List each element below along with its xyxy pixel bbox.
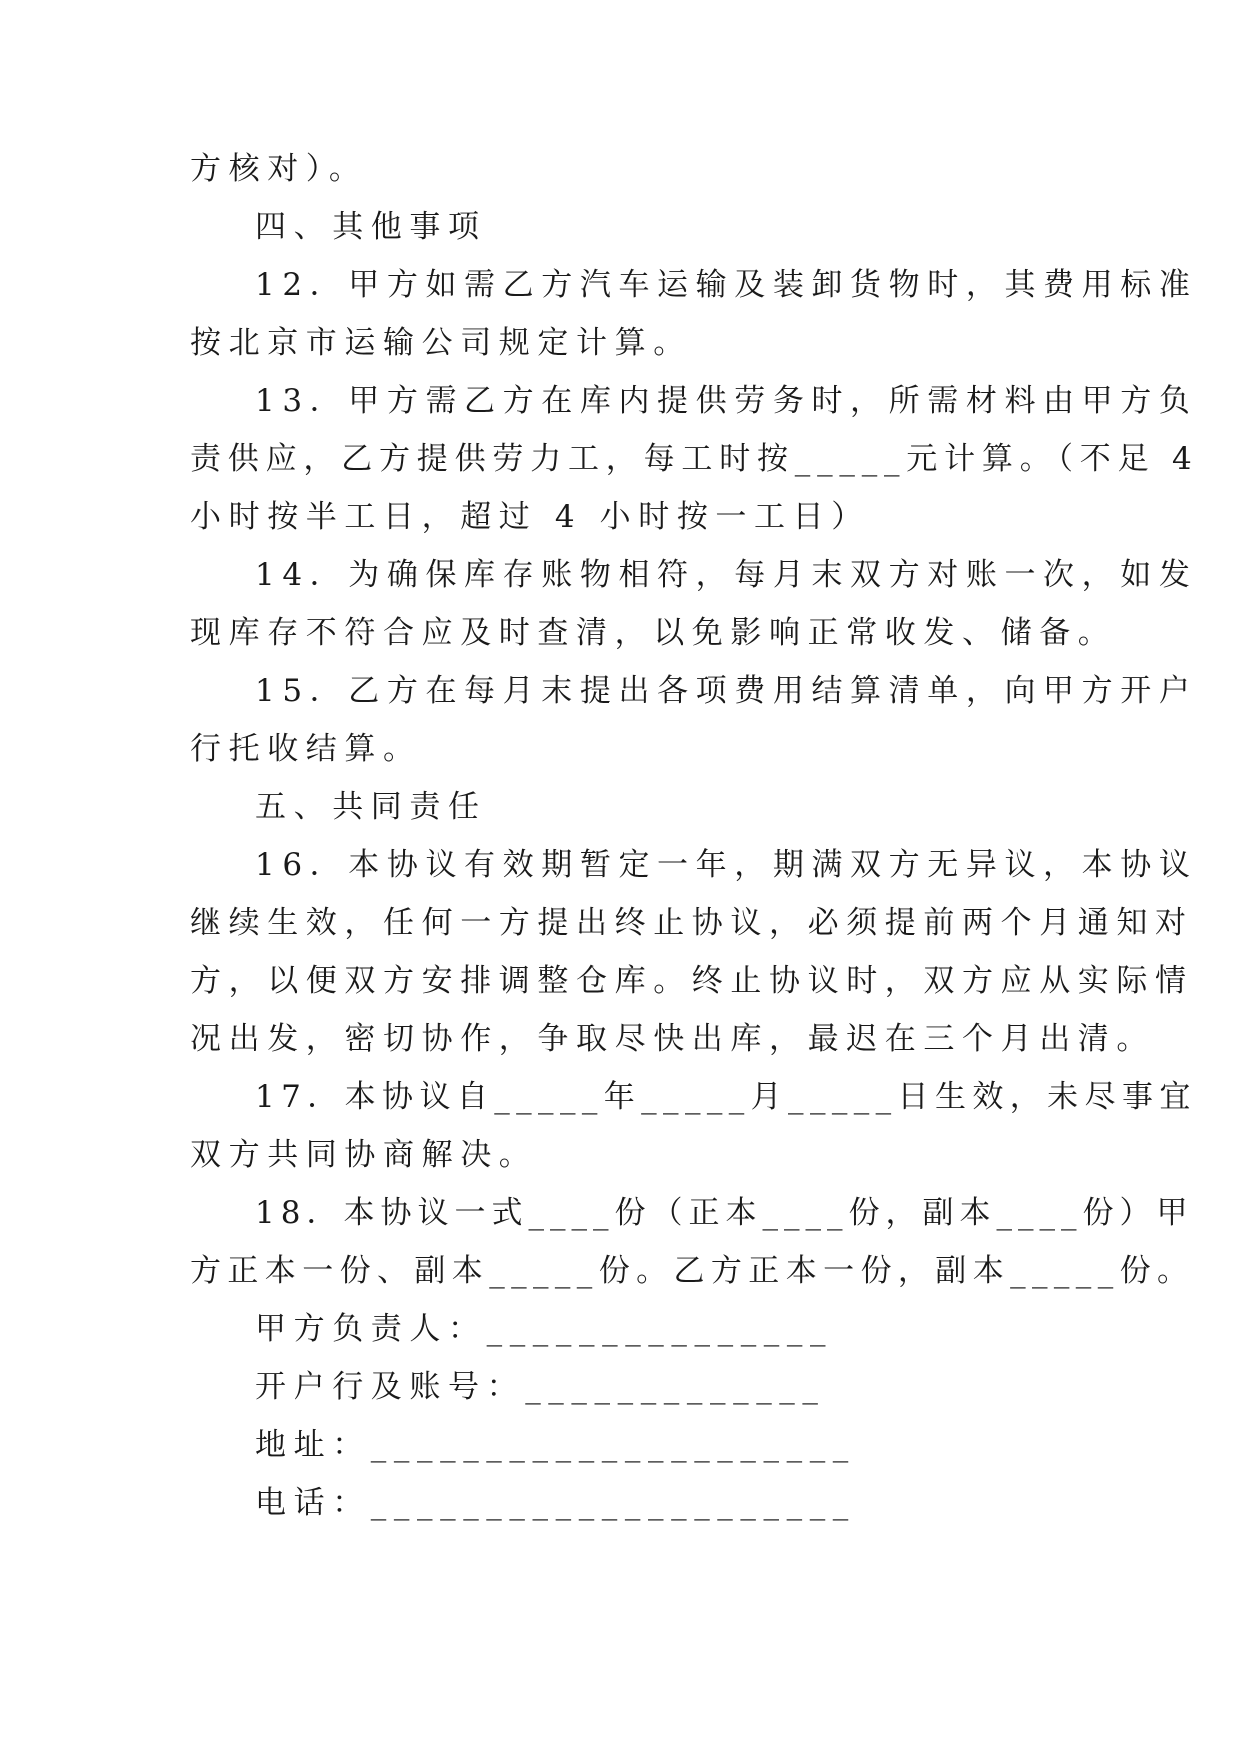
signature-field-address: 地址：_____________________ bbox=[255, 1427, 856, 1463]
text-line: 双方共同协商解决。 bbox=[190, 1137, 538, 1173]
signature-field-bank-account: 开户行及账号：_____________ bbox=[255, 1369, 826, 1405]
text-line: 方，以便双方安排调整仓库。终止协议时，双方应从实际情 bbox=[190, 963, 1194, 999]
text-line: 方正本一份、副本_____份。乙方正本一份，副本_____份。 bbox=[190, 1253, 1195, 1289]
text-line: 方核对）。 bbox=[190, 151, 368, 187]
section-heading: 四、其他事项 bbox=[255, 209, 487, 245]
clause-12: 12．甲方如需乙方汽车运输及装卸货物时，其费用标准 bbox=[255, 267, 1198, 303]
text-line: 现库存不符合应及时查清，以免影响正常收发、储备。 bbox=[190, 615, 1117, 651]
clause-15: 15．乙方在每月末提出各项费用结算清单，向甲方开户 bbox=[255, 673, 1198, 709]
signature-field-responsible-person: 甲方负责人：_______________ bbox=[255, 1311, 834, 1347]
text-line: 继续生效，任何一方提出终止协议，必须提前两个月通知对 bbox=[190, 905, 1194, 941]
section-heading: 五、共同责任 bbox=[255, 789, 487, 825]
signature-field-phone: 电话：_____________________ bbox=[255, 1485, 856, 1521]
text-line: 按北京市运输公司规定计算。 bbox=[190, 325, 692, 361]
text-line: 况出发，密切协作，争取尽快出库，最迟在三个月出清。 bbox=[190, 1021, 1155, 1057]
clause-17: 17．本协议自_____年_____月_____日生效，未尽事宜 bbox=[255, 1079, 1197, 1115]
text-line: 小时按半工日，超过 4 小时按一工日） bbox=[190, 499, 870, 535]
clause-14: 14．为确保库存账物相符，每月末双方对账一次，如发 bbox=[255, 557, 1198, 593]
clause-13: 13．甲方需乙方在库内提供劳务时，所需材料由甲方负 bbox=[255, 383, 1198, 419]
text-line: 行托收结算。 bbox=[190, 731, 422, 767]
text-line: 责供应，乙方提供劳力工，每工时按_____元计算。（不足 4 bbox=[190, 441, 1199, 477]
clause-18: 18．本协议一式____份（正本____份，副本____份）甲 bbox=[255, 1195, 1194, 1231]
clause-16: 16．本协议有效期暂定一年，期满双方无异议，本协议 bbox=[255, 847, 1198, 883]
